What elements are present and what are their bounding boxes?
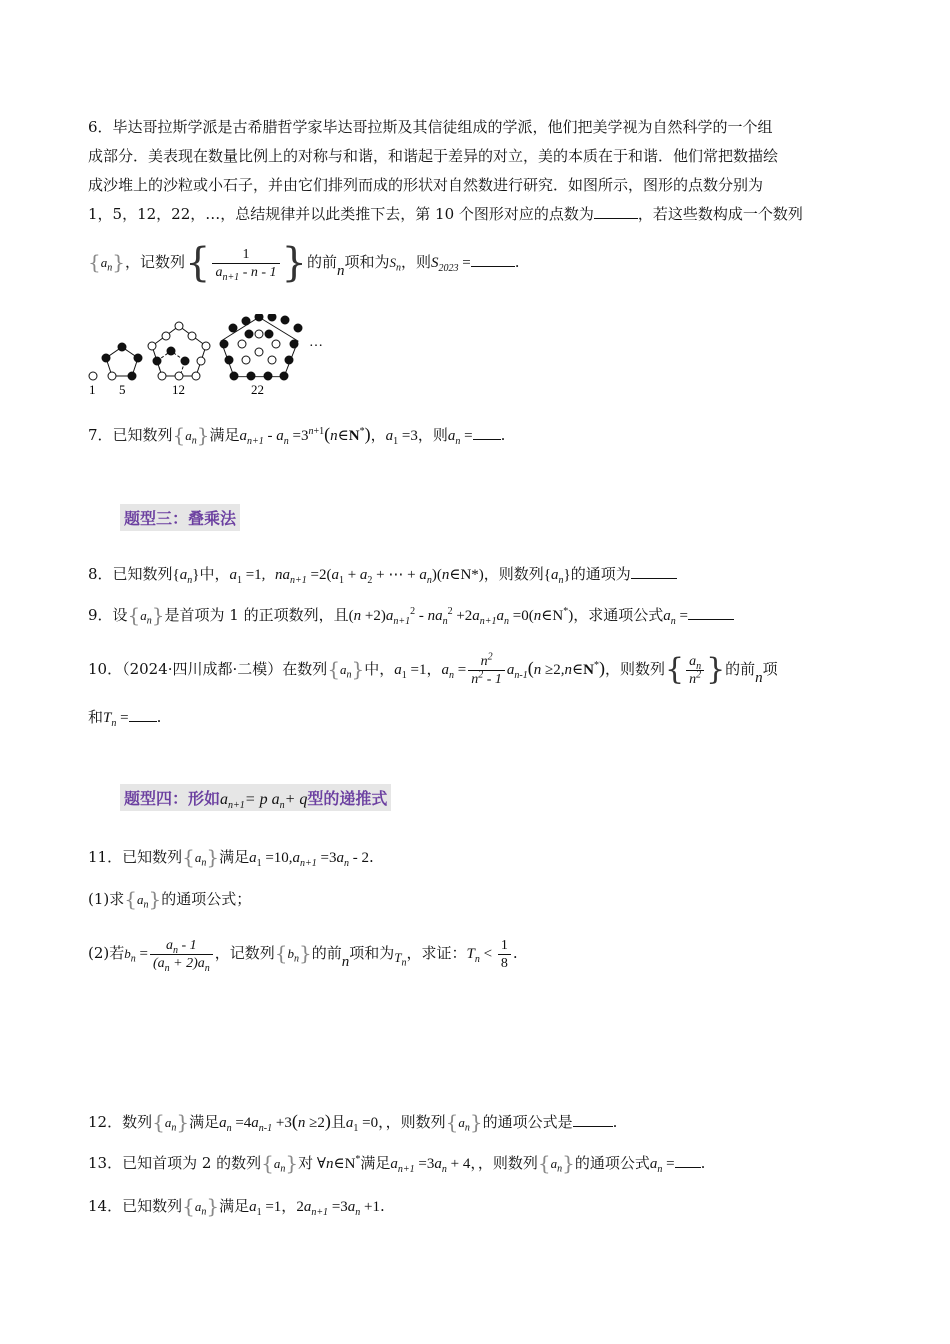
q11-line2: (1)求$\{a_n\}$的通项公式； bbox=[88, 887, 252, 911]
q11-line3: (2)若$b_n$ = $\frac{a_n - 1}{(a_n + 2)a_n}$ ，记数列$\{b_n\}$的前n项和为$T_n$，求证：$T_n$ < $\frac{1}{8}$ . bbox=[88, 937, 518, 974]
answer-blank[interactable] bbox=[675, 1153, 701, 1168]
q6-line1: 6．毕达哥拉斯学派是古希腊哲学家毕达哥拉斯及其信徒组成的学派，他们把美学视为自然科学的一个组 bbox=[88, 118, 773, 136]
answer-blank[interactable] bbox=[129, 707, 157, 722]
q13-line: 13．已知首项为 2 的数列$\{a_n\}$对 ∀n∈N*满足$a_{n+1} =3a_n + 4$，，则数列$\{a_n\}$的通项公式$a_n$ = . bbox=[88, 1151, 706, 1175]
q9-line: 9．设$\{a_n\}$是首项为 1 的正项数列，且$(n +2)a_{n+1}^2 - na_n^2 +2a_{n+1}a_n$ =0(n∈N*)，求通项公式$a_n$ = bbox=[88, 604, 734, 627]
q11-line1: 11．已知数列$\{a_n\}$满足$a_1 =10,a_{n+1} =3a_n - 2$. bbox=[88, 845, 374, 869]
q8-line: 8．已知数列$\{a_n\}$中，$a_1 =1$, $na_{n+1} =2(a_1 + a_2$ + ⋯ + $a_n)(n\in N*)$，则数列$\{a_n\}$的通项为 bbox=[88, 563, 677, 586]
section-heading-3: 题型三：叠乘法 bbox=[120, 504, 240, 531]
answer-blank[interactable] bbox=[594, 204, 638, 219]
q6-line5: $\{a_n\}$，记数列{ $\frac{1}{a_{n+1} - n - 1}$ }的前n项和为$S_n$，则$S_{2023}$ = . bbox=[88, 240, 520, 286]
figure-ellipsis: … bbox=[309, 335, 323, 350]
q14-line: 14．已知数列$\{a_n\}$满足$a_1 =1$，$2a_{n+1} =3a_n +1$. bbox=[88, 1194, 385, 1218]
dot bbox=[89, 372, 97, 380]
q6-line4-text: 1，5，12，22，…，总结规律并以此类推下去，第 10 个图形对应的点数为 bbox=[88, 205, 594, 223]
figure-label-12: 12 bbox=[172, 382, 185, 397]
pentagon-12 bbox=[148, 322, 210, 380]
q6-line4-text2: ，若这些数构成一个数列 bbox=[637, 205, 803, 223]
section-heading-4: 题型四：形如$a_{n+1}= p$ $a_n+ q$型的递推式 bbox=[120, 784, 391, 811]
answer-blank[interactable] bbox=[473, 425, 501, 440]
answer-blank[interactable] bbox=[573, 1112, 613, 1127]
pentagon-5 bbox=[102, 343, 142, 380]
figure-label-5: 5 bbox=[119, 382, 126, 397]
answer-blank[interactable] bbox=[471, 252, 515, 267]
q6-line4 bbox=[88, 203, 803, 225]
pentagonal-figure bbox=[84, 314, 334, 398]
figure-label-22: 22 bbox=[251, 382, 264, 397]
q6-line5-text: ，记数列 bbox=[124, 253, 185, 271]
q6-line3: 成沙堆上的沙粒或小石子，并由它们排列而成的形状对自然数进行研究．如图所示，图形的点数分别为 bbox=[88, 176, 764, 194]
q10-line1: 10．（2024·四川成都·二模）在数列$\{a_n\}$中，$a_1 =1$，$a_n$ = $\frac{n^2}{n^2 - 1}$ $a_{n-1}(n$ ≥2,n∈N*)，则数列{ $\frac{a_n}{n^2}$ }的前n项 bbox=[88, 650, 778, 687]
q12-line: 12．数列$\{a_n\}$满足$a_n =4a_{n-1} +3(n \ge 2)$且$a_1 =0$，，则数列$\{a_n\}$的通项公式是 . bbox=[88, 1110, 618, 1134]
q10-line2: 和$T_n$ = . bbox=[88, 708, 162, 729]
pentagon-22 bbox=[220, 314, 302, 380]
q6-fraction: $\frac{1}{a_{n+1} - n - 1}$ bbox=[212, 246, 279, 281]
figure-label-1: 1 bbox=[89, 382, 96, 397]
q7-line: 7．已知数列$\{a_n\}$满足$a_{n+1} - a_n$ $=3^{n+1}(n\in N^*)$，$a_1 =3$，则$a_n$ = . bbox=[88, 423, 506, 447]
answer-blank[interactable] bbox=[688, 605, 734, 620]
q6-line2: 成部分．美表现在数量比例上的对称与和谐，和谐起于差异的对立，美的本质在于和谐．他们常把数描绘 bbox=[88, 147, 779, 165]
answer-blank[interactable] bbox=[631, 564, 677, 579]
